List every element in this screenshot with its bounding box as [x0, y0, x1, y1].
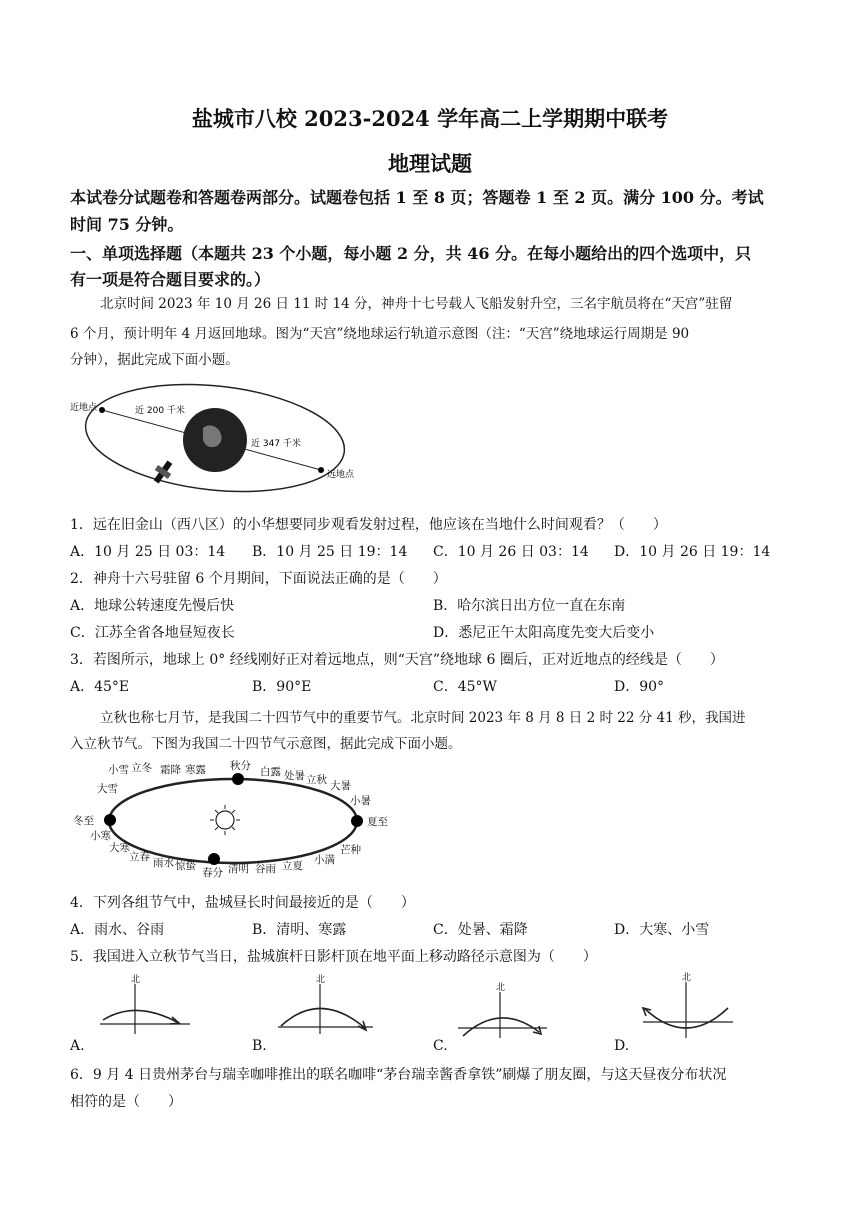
sun-icon — [210, 805, 240, 835]
north-label-a: 北 — [131, 975, 141, 985]
term-10: 小暑 — [350, 795, 371, 807]
term-5: 秋分 — [230, 760, 251, 772]
term-14: 立夏 — [282, 860, 303, 872]
q5-option-c[interactable]: C. — [433, 1038, 448, 1054]
term-22: 小寒 — [90, 830, 111, 842]
q4-option-c[interactable]: C．处暑、霜降 — [433, 922, 528, 938]
passage2-line-2: 入立秋节气。下图为我国二十四节气示意图，据此完成下面小题。 — [70, 736, 462, 752]
q1-option-d[interactable]: D．10 月 26 日 19：14 — [614, 544, 771, 560]
north-label-d: 北 — [682, 973, 692, 983]
q3-option-a[interactable]: A．45°E — [70, 679, 130, 695]
q2-option-b[interactable]: B．哈尔滨日出方位一直在东南 — [433, 598, 626, 614]
q5-option-b[interactable]: B. — [252, 1038, 267, 1054]
q5-stem: 5．我国进入立秋节气当日，盐城旗杆日影杆顶在地平面上移动路径示意图为（ ） — [70, 949, 597, 965]
perigee-distance: 近 200 千米 — [135, 406, 185, 416]
term-12: 芒种 — [340, 844, 361, 856]
q1-option-b[interactable]: B．10 月 25 日 19：14 — [252, 544, 408, 560]
q2-stem: 2．神舟十六号驻留 6 个月期间，下面说法正确的是（ ） — [70, 571, 447, 587]
term-13: 小满 — [314, 854, 335, 866]
q3-stem: 3．若图所示，地球上 0° 经线刚好正对着远地点，则“天宫”绕地球 6 圈后，正对近地点的经线是（ ） — [70, 652, 724, 668]
term-6: 白露 — [260, 766, 281, 778]
q4-stem: 4．下列各组节气中，盐城昼长时间最接近的是（ ） — [70, 895, 415, 911]
north-label-c: 北 — [496, 983, 506, 993]
q3-option-b[interactable]: B．90°E — [252, 679, 312, 695]
term-16: 清明 — [228, 863, 249, 875]
term-8: 立秋 — [306, 774, 327, 786]
q1-stem: 1．远在旧金山（西八区）的小华想要同步观看发射过程，他应该在当地什么时间观看？（ ） — [70, 517, 667, 533]
passage2-line-1: 立秋也称七月节，是我国二十四节气中的重要节气。北京时间 2023 年 8 月 8 日 2 时 22 分 41 秒，我国进 — [100, 710, 746, 726]
q5-diagram-b — [275, 972, 375, 1042]
term-11: 夏至 — [367, 816, 388, 828]
term-3: 霜降 — [160, 764, 181, 776]
apogee-distance: 近 347 千米 — [251, 439, 301, 449]
term-20: 立春 — [129, 851, 150, 863]
passage1-line-3: 分钟），据此完成下面小题。 — [70, 352, 239, 368]
term-21: 大寒 — [109, 842, 130, 854]
q2-option-a[interactable]: A．地球公转速度先慢后快 — [70, 598, 235, 614]
exam-subtitle: 地理试题 — [388, 151, 472, 176]
section-heading-line-2: 有一项是符合题目要求的。） — [70, 270, 271, 289]
term-19: 雨水 — [153, 857, 174, 869]
term-18: 惊蛰 — [175, 860, 196, 872]
orbit-figure — [65, 380, 365, 500]
passage1-line-1: 北京时间 2023 年 10 月 26 日 11 时 14 分，神舟十七号载人飞船发射升空，三名宇航员将在“天宫”驻留 — [100, 296, 733, 312]
q4-option-a[interactable]: A．雨水、谷雨 — [70, 922, 165, 938]
q3-option-d[interactable]: D．90° — [614, 679, 665, 695]
term-0: 冬至 — [73, 815, 94, 827]
apogee-label: 远地点 — [327, 470, 355, 480]
q6-stem-line-2: 相符的是（ ） — [70, 1094, 182, 1110]
q4-option-b[interactable]: B．清明、寒露 — [252, 922, 347, 938]
q2-option-c[interactable]: C．江苏全省各地昼短夜长 — [70, 625, 235, 641]
q5-diagram-d — [638, 970, 738, 1042]
q3-option-c[interactable]: C．45°W — [433, 679, 497, 695]
term-4: 寒露 — [185, 764, 206, 776]
perigee-label: 近地点 — [70, 403, 98, 413]
term-9: 大暑 — [330, 780, 351, 792]
intro-line-2: 时间 75 分钟。 — [70, 215, 184, 234]
q6-stem-line-1: 6．9 月 4 日贵州茅台与瑞幸咖啡推出的联名咖啡“茅台瑞幸酱香拿铁”刷爆了朋友圈，与这天昼夜分布状况 — [70, 1067, 727, 1083]
q1-option-c[interactable]: C．10 月 26 日 03：14 — [433, 544, 589, 560]
term-17: 春分 — [202, 867, 223, 879]
q5-option-a[interactable]: A. — [70, 1038, 85, 1054]
term-7: 处暑 — [284, 770, 305, 782]
intro-line-1: 本试卷分试题卷和答题卷两部分。试题卷包括 1 至 8 页；答题卷 1 至 2 页。满分 100 分。考试 — [70, 188, 764, 207]
q5-diagram-a — [95, 972, 195, 1042]
q5-diagram-c — [455, 980, 555, 1042]
exam-title: 盐城市八校 2023-2024 学年高二上学期期中联考 — [191, 106, 669, 131]
section-heading-line-1: 一、单项选择题（本题共 23 个小题，每小题 2 分，共 46 分。在每小题给出的四个选项中，只 — [70, 244, 752, 263]
q2-option-d[interactable]: D．悉尼正午太阳高度先变大后变小 — [433, 625, 655, 641]
term-23: 大雪 — [97, 783, 118, 795]
term-15: 谷雨 — [255, 863, 276, 875]
q5-option-d[interactable]: D. — [614, 1038, 630, 1054]
term-2: 立冬 — [131, 762, 152, 774]
q1-option-a[interactable]: A．10 月 25 日 03：14 — [70, 544, 226, 560]
term-1: 小雪 — [108, 764, 129, 776]
passage1-line-2: 6 个月，预计明年 4 月返回地球。图为“天宫”绕地球运行轨道示意图（注：“天宫”绕地球运行周期是 90 — [70, 326, 690, 342]
q4-option-d[interactable]: D．大寒、小雪 — [614, 922, 710, 938]
north-label-b: 北 — [316, 975, 326, 985]
solar-terms-figure — [68, 757, 398, 879]
